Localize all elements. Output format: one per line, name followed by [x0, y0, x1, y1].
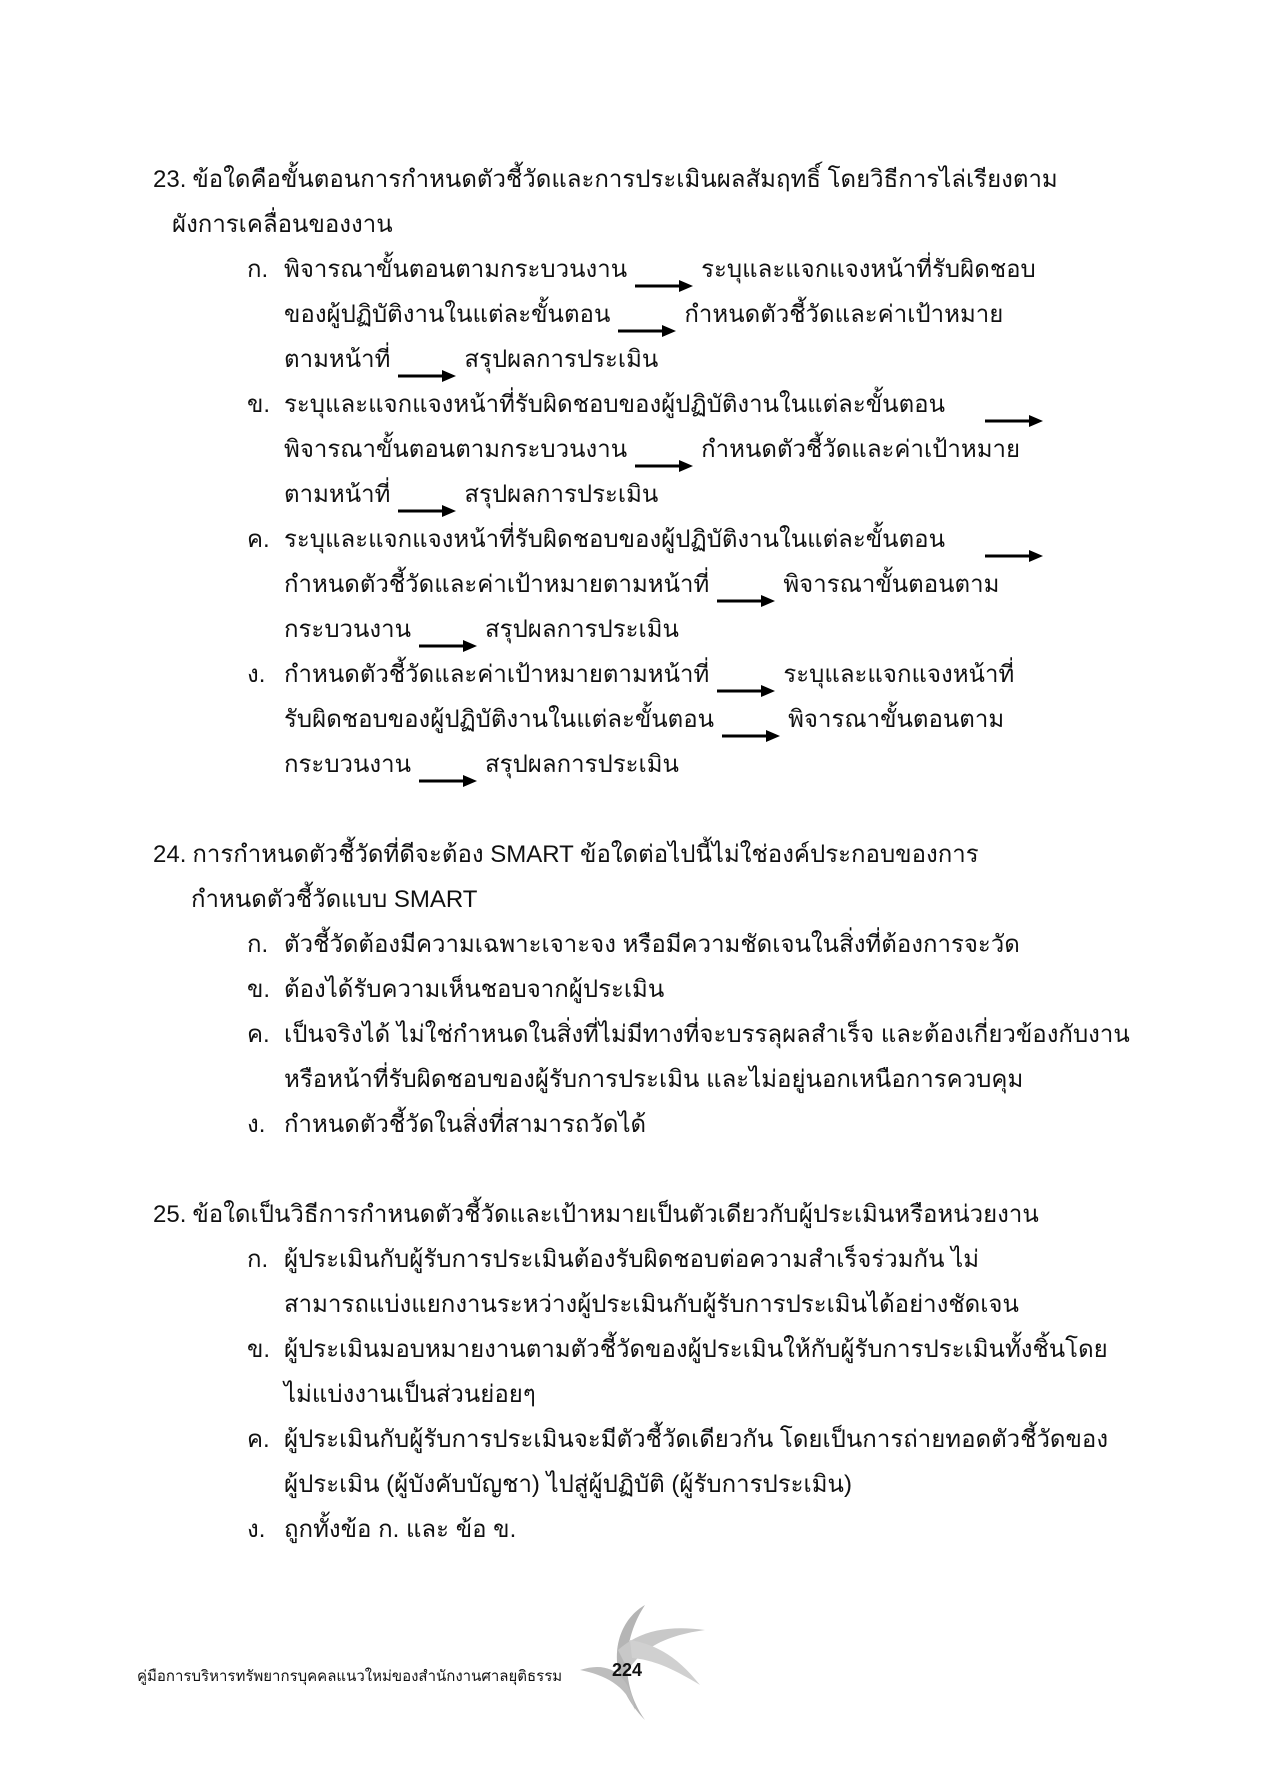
question-23-text-line [153, 157, 1058, 202]
option-text: สรุปผลการประเมิน [464, 346, 659, 373]
option-text: รับผิดชอบของผู้ปฏิบัติงานในแต่ละขั้นตอน [284, 706, 715, 733]
option-letter: ก. [247, 256, 269, 283]
question-25-text-line [153, 1192, 1039, 1237]
option-letter: ข. [247, 391, 271, 418]
option-text: กำหนดตัวชี้วัดและค่าเป้าหมายตามหน้าที่ [284, 661, 710, 688]
question-text: ข้อใดเป็นวิธีการกำหนดตัวชี้วัดและเป้าหมายเป็นตัวเดียวกับผู้ประเมินหรือหน่วยงาน [192, 1201, 1039, 1228]
question-number: 24. [153, 841, 187, 868]
option-text: พิจารณาขั้นตอนตาม [788, 706, 1005, 733]
option-text: กำหนดตัวชี้วัดในสิ่งที่สามารถวัดได้ [284, 1111, 647, 1138]
option-line [284, 1057, 1023, 1102]
option-line [247, 517, 1051, 562]
option-letter: ก. [247, 931, 269, 958]
arrow-right-icon [717, 578, 775, 592]
option-letter: ค. [247, 1426, 270, 1453]
option-letter: ข. [247, 976, 271, 1003]
option-letter: ง. [247, 661, 266, 688]
option-line [247, 652, 1014, 697]
footer-title: คู่มือการบริหารทรัพยากรบุคคลแนวใหม่ของสำนักงานศาลยุติธรรม [137, 1669, 563, 1685]
option-text: กระบวนงาน [284, 751, 412, 778]
option-text: พิจารณาขั้นตอนตาม [783, 571, 1000, 598]
option-text: สามารถแบ่งแยกงานระหว่างผู้ประเมินกับผู้รับการประเมินได้อย่างชัดเจน [284, 1291, 1019, 1318]
option-text: พิจารณาขั้นตอนตามกระบวนงาน [284, 256, 628, 283]
option-letter: ง. [247, 1111, 266, 1138]
option-line [247, 382, 1051, 427]
option-line [284, 292, 1003, 337]
option-text: เป็นจริงได้ ไม่ใช่กำหนดในสิ่งที่ไม่มีทางที่จะบรรลุผลสำเร็จ และต้องเกี่ยวข้องกับงาน [284, 1021, 1130, 1048]
option-text: ของผู้ปฏิบัติงานในแต่ละขั้นตอน [284, 301, 611, 328]
option-letter: ก. [247, 1246, 269, 1273]
question-number: 25. [153, 1201, 187, 1228]
question-number: 23. [153, 166, 187, 193]
option-line [247, 1507, 516, 1552]
option-text: ตัวชี้วัดต้องมีความเฉพาะเจาะจง หรือมีความชัดเจนในสิ่งที่ต้องการจะวัด [284, 931, 1020, 958]
question-23-text-line [172, 202, 393, 247]
option-text: สรุปผลการประเมิน [485, 616, 679, 643]
option-text: สรุปผลการประเมิน [485, 751, 679, 778]
arrow-right-icon [635, 263, 693, 277]
option-line [284, 1282, 1019, 1327]
option-line [284, 337, 658, 382]
page-number: 224 [612, 1660, 643, 1680]
option-line [247, 1417, 1108, 1462]
option-line [247, 1237, 979, 1282]
option-text: กำหนดตัวชี้วัดและค่าเป้าหมาย [684, 301, 1004, 328]
option-text: ผู้ประเมินกับผู้รับการประเมินต้องรับผิดชอบต่อความสำเร็จร่วมกัน ไม่ [284, 1246, 980, 1273]
arrow-right-icon [985, 533, 1043, 547]
question-24-text-line [191, 877, 477, 922]
arrow-right-icon [985, 398, 1043, 412]
arrow-right-icon [635, 443, 693, 457]
option-text: ไม่แบ่งงานเป็นส่วนย่อยๆ [284, 1381, 536, 1408]
option-line [284, 697, 1004, 742]
option-letter: ค. [247, 526, 270, 553]
option-line [284, 1462, 852, 1507]
option-text: พิจารณาขั้นตอนตามกระบวนงาน [284, 436, 628, 463]
option-text: ระบุและแจกแจงหน้าที่ [783, 661, 1015, 688]
option-text: กำหนดตัวชี้วัดและค่าเป้าหมาย [701, 436, 1021, 463]
option-text: สรุปผลการประเมิน [464, 481, 659, 508]
arrow-right-icon [398, 353, 456, 367]
option-line [247, 1012, 1130, 1057]
option-line [247, 1327, 1108, 1372]
option-text: ถูกทั้งข้อ ก. และ ข้อ ข. [284, 1516, 517, 1543]
option-letter: ค. [247, 1021, 270, 1048]
option-line [247, 1102, 646, 1147]
option-line [247, 967, 664, 1012]
arrow-right-icon [419, 758, 477, 772]
option-line [284, 472, 658, 517]
option-text: ระบุและแจกแจงหน้าที่รับผิดชอบของผู้ปฏิบัติงานในแต่ละขั้นตอน [284, 526, 945, 553]
option-text: ระบุและแจกแจงหน้าที่รับผิดชอบ [701, 256, 1036, 283]
question-text: ผังการเคลื่อนของงาน [172, 211, 393, 238]
option-text: กำหนดตัวชี้วัดและค่าเป้าหมายตามหน้าที่ [284, 571, 710, 598]
question-24-text-line [153, 832, 979, 877]
question-text: การกำหนดตัวชี้วัดที่ดีจะต้อง SMART ข้อใดต่อไปนี้ไม่ใช่องค์ประกอบของการ [192, 841, 979, 868]
option-text: ผู้ประเมินกับผู้รับการประเมินจะมีตัวชี้วัดเดียวกัน โดยเป็นการถ่ายทอดตัวชี้วัดของ [284, 1426, 1109, 1453]
option-line [284, 742, 679, 787]
option-text: ตามหน้าที่ [284, 346, 391, 373]
question-text: ข้อใดคือขั้นตอนการกำหนดตัวชี้วัดและการประเมินผลสัมฤทธิ์ โดยวิธีการไล่เรียงตาม [192, 166, 1058, 193]
option-line [247, 922, 1020, 967]
arrow-right-icon [722, 713, 780, 727]
option-line [284, 1372, 536, 1417]
option-line [284, 562, 999, 607]
option-line [284, 607, 679, 652]
option-line [284, 427, 1020, 472]
arrow-right-icon [717, 668, 775, 682]
option-text: ผู้ประเมินมอบหมายงานตามตัวชี้วัดของผู้ประเมินให้กับผู้รับการประเมินทั้งชิ้นโดย [284, 1336, 1108, 1363]
option-line [247, 247, 1036, 292]
option-text: กระบวนงาน [284, 616, 412, 643]
option-letter: ข. [247, 1336, 271, 1363]
option-text: ต้องได้รับความเห็นชอบจากผู้ประเมิน [284, 976, 665, 1003]
option-text: ผู้ประเมิน (ผู้บังคับบัญชา) ไปสู่ผู้ปฏิบัติ (ผู้รับการประเมิน) [284, 1471, 852, 1498]
question-text: กำหนดตัวชี้วัดแบบ SMART [191, 886, 478, 913]
option-letter: ง. [247, 1516, 266, 1543]
arrow-right-icon [419, 623, 477, 637]
option-text: หรือหน้าที่รับผิดชอบของผู้รับการประเมิน และไม่อยู่นอกเหนือการควบคุม [284, 1066, 1024, 1093]
option-text: ระบุและแจกแจงหน้าที่รับผิดชอบของผู้ปฏิบัติงานในแต่ละขั้นตอน [284, 391, 945, 418]
arrow-right-icon [618, 308, 676, 322]
arrow-right-icon [398, 488, 456, 502]
option-text: ตามหน้าที่ [284, 481, 391, 508]
